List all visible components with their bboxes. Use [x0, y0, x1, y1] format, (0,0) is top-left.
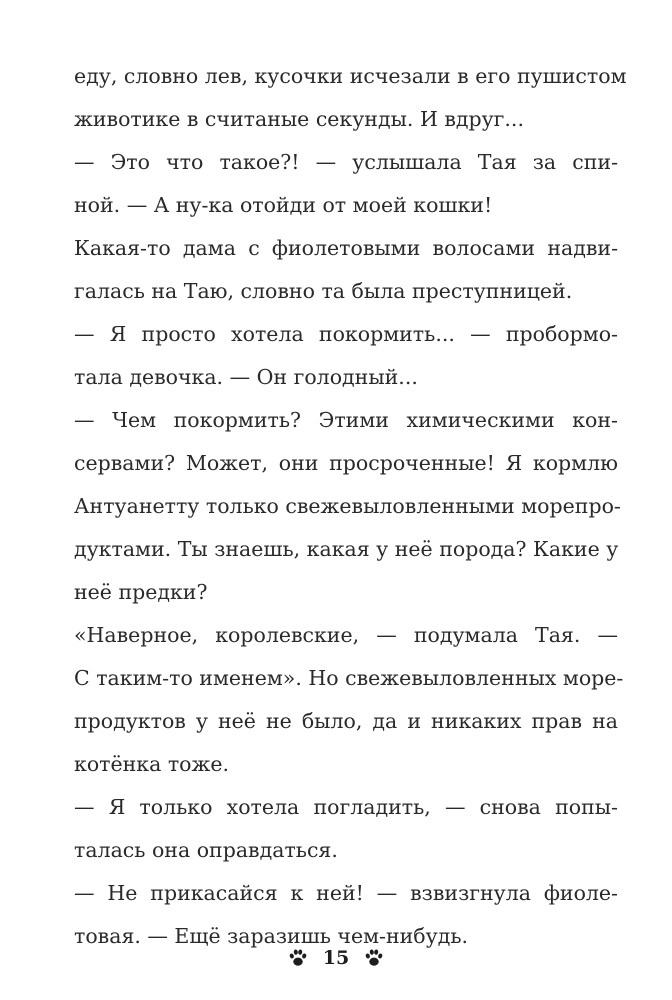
text-line: — Это что такое?! — услышала Тая за спи-	[74, 150, 618, 174]
text-line: Какая-то дама с фиолетовыми волосами надви-	[74, 236, 618, 260]
text-line: талась она оправдаться.	[74, 838, 338, 862]
text-line: животике в считаные секунды. И вдруг...	[74, 107, 524, 131]
text-line: — Не прикасайся к ней! — взвизгнула фиоле-	[74, 881, 618, 905]
paw-print-icon	[363, 947, 385, 969]
text-line: товая. — Ещё заразишь чем-нибудь.	[74, 924, 469, 948]
page-number: 15	[322, 947, 350, 969]
text-line: — Чем покормить? Этими химическими кон-	[74, 408, 618, 432]
text-line: тала девочка. — Он голодный...	[74, 365, 418, 389]
text-line: — Я просто хотела покормить... — пробормо-	[74, 322, 618, 346]
text-line: дуктами. Ты знаешь, какая у неё порода? Какие у	[74, 537, 619, 561]
text-line: продуктов у неё не было, да и никаких прав на	[74, 709, 618, 733]
text-line: еду, словно лев, кусочки исчезали в его пушистом	[74, 64, 627, 88]
text-line: сервами? Может, они просроченные! Я кормлю	[74, 451, 618, 475]
text-line: галась на Таю, словно та была преступницей.	[74, 279, 573, 303]
text-line: неё предки?	[74, 580, 208, 604]
text-line: котёнка тоже.	[74, 752, 230, 776]
text-line: С таким-то именем». Но свежевыловленных море-	[74, 666, 624, 690]
page-footer	[0, 938, 672, 978]
text-line: ной. — А ну-ка отойди от моей кошки!	[74, 193, 493, 217]
text-line: Антуанетту только свежевыловленными морепро-	[74, 494, 621, 518]
text-line: «Наверное, королевские, — подумала Тая. —	[74, 623, 618, 647]
text-line: — Я только хотела погладить, — снова попы-	[74, 795, 618, 819]
paw-print-icon	[287, 947, 309, 969]
page-text	[74, 55, 627, 958]
